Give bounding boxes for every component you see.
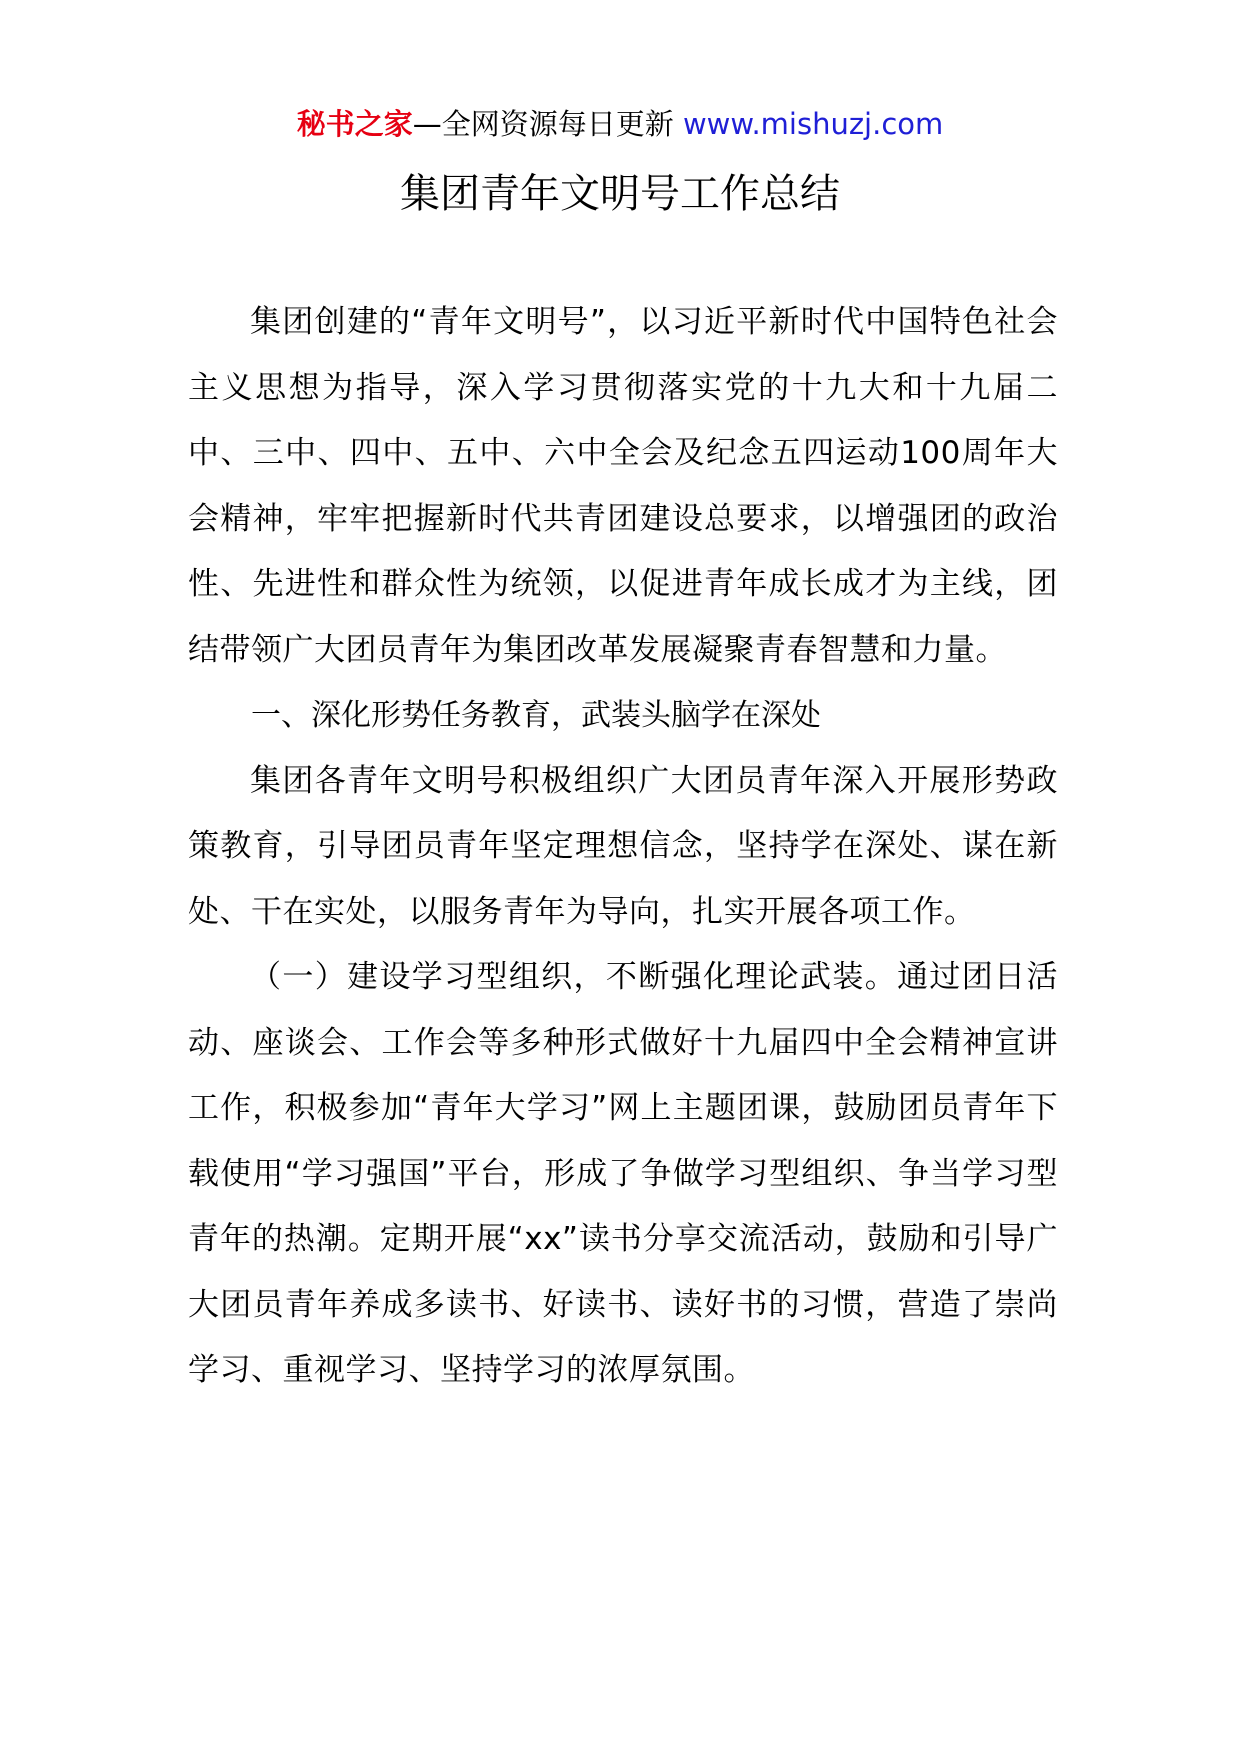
header-tagline: —全网资源每日更新: [412, 107, 674, 141]
document-body: [188, 290, 1058, 1404]
subsection-paragraph: （一）建设学习型组织，不断强化理论武装。通过团日活动、座谈会、工作会等多种形式做好十九届四中全会精神宣讲工作，积极参加“青年大学习”网上主题团课，鼓励团员青年下载使用“学习强国”平台，形成了争做学习型组织、争当学习型青年的热潮。定期开展“xx”读书分享交流活动，鼓励和引导广大团员青年养成多读书、好读书、读好书的习惯，营造了崇尚学习、重视学习、坚持学习的浓厚氛围。: [188, 959, 1058, 1388]
brand-name: 秘书之家: [296, 107, 413, 141]
site-url-link[interactable]: www.mishuzj.com: [682, 107, 944, 141]
section-paragraph: 集团各青年文明号积极组织广大团员青年深入开展形势政策教育，引导团员青年坚定理想信念，坚持学在深处、谋在新处、干在实处，以服务青年为导向，扎实开展各项工作。: [188, 762, 1058, 930]
document-title: 集团青年文明号工作总结: [400, 171, 840, 217]
site-header: [0, 100, 1240, 148]
intro-paragraph: 集团创建的“青年文明号”，以习近平新时代中国特色社会主义思想为指导，深入学习贯彻落实党的十九大和十九届二中、三中、四中、五中、六中全会及纪念五四运动100周年大会精神，牢牢把握新时代共青团建设总要求，以增强团的政治性、先进性和群众性为统领，以促进青年成长成才为主线，团结带领广大团员青年为集团改革发展凝聚青春智慧和力量。: [188, 304, 1058, 668]
section-heading: 一、深化形势任务教育，武装头脑学在深处: [251, 698, 821, 733]
